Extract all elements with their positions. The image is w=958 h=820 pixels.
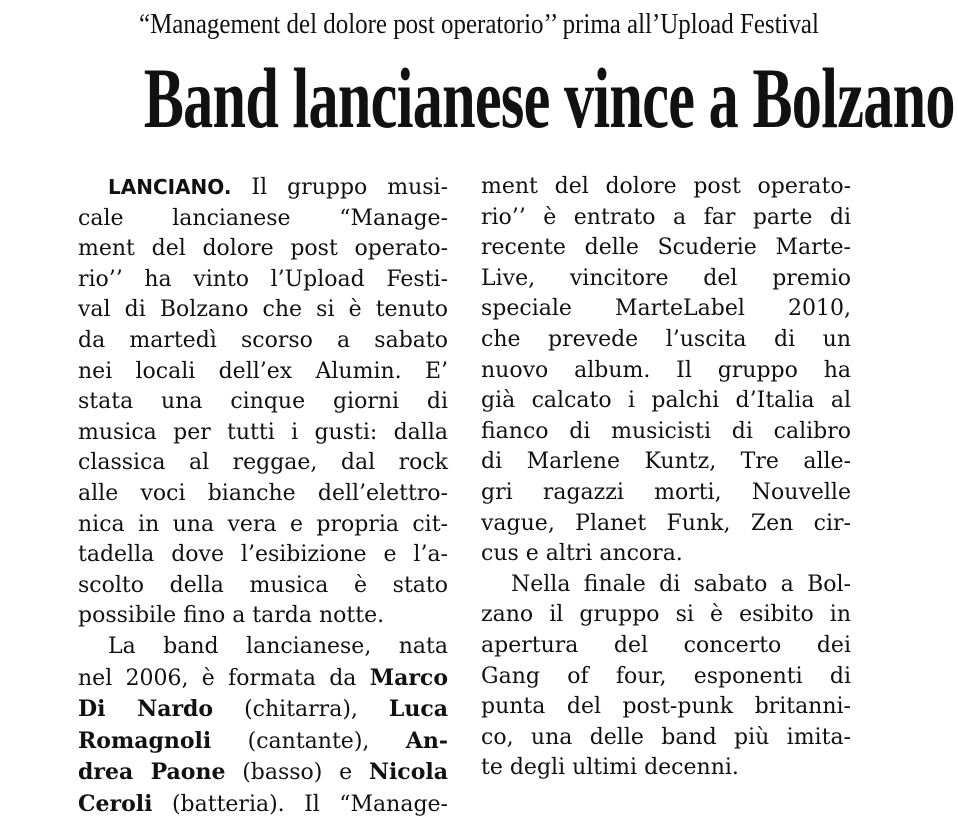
member-name: Nicola — [368, 759, 448, 786]
member-name: drea Paone — [78, 759, 226, 786]
text-line: possibile fino a tarda notte. — [78, 603, 385, 629]
text-line: rio’’ ha vinto l’Upload Festi- — [78, 266, 448, 292]
text-line: Gang of four, esponenti di — [481, 663, 851, 689]
text-line: cus e altri ancora. — [481, 541, 683, 567]
text-line — [78, 757, 448, 789]
member-name: Di Nardo — [78, 696, 214, 723]
text-line: nuovo album. Il gruppo ha — [481, 357, 851, 383]
member-name: Marco — [369, 664, 448, 691]
member-name: Luca — [388, 696, 449, 723]
text-fragment: nel 2006, è formata da — [78, 665, 370, 691]
text-line: di Marlene Kuntz, Tre alle- — [481, 449, 851, 475]
text-line: tadella dove l’esibizione e l’a- — [78, 542, 448, 568]
text-line: che prevede l’uscita di un — [481, 326, 851, 352]
text-fragment: (chitarra), — [213, 697, 389, 723]
text-line: ment del dolore post operato- — [78, 236, 448, 262]
text-line: nica in una vera e propria cit- — [78, 511, 448, 537]
dateline: LANCIANO. — [108, 175, 232, 199]
text-line — [78, 663, 448, 695]
text-line: gri ragazzi morti, Nouvelle — [481, 479, 851, 505]
headline: Band lancianese vince a Bolzano — [143, 50, 955, 146]
text-line: stata una cinque giorni di — [78, 389, 448, 415]
member-name: Ceroli — [78, 790, 153, 817]
article-column-1 — [78, 172, 448, 820]
text-line: punta del post-punk britanni- — [481, 694, 851, 720]
text-line — [78, 789, 448, 820]
text-line: scolto della musica è stato — [78, 572, 448, 598]
text-line: co, una delle band più imita- — [481, 724, 851, 750]
text-line: te degli ultimi decenni. — [481, 755, 739, 781]
text-line: zano il gruppo si è esibito in — [481, 602, 851, 628]
text-line: ment del dolore post operato- — [481, 174, 851, 199]
text-line: musica per tutti i gusti: dalla — [78, 419, 448, 445]
member-name: Romagnoli — [78, 727, 212, 754]
text-line: Live, vincitore del premio — [481, 265, 851, 291]
text-line: fianco di musicisti di calibro — [481, 418, 851, 444]
text-line: Nella finale di sabato a Bol- — [511, 571, 851, 597]
text-line — [78, 726, 448, 758]
text-line: alle voci bianche dell’elettro- — [78, 480, 448, 506]
text-line: classica al reggae, dal rock — [78, 450, 448, 476]
text-fragment: (batteria). Il “Manage- — [152, 791, 448, 817]
text-line: già calcato i palchi d’Italia al — [481, 388, 851, 414]
text-line — [78, 172, 448, 204]
text-line: vague, Planet Funk, Zen cir- — [481, 510, 851, 536]
text-line — [78, 694, 448, 726]
text-line: apertura del concerto dei — [481, 632, 851, 658]
text-line: nei locali dell’ex Alumin. E’ — [78, 358, 448, 384]
text-line: cale lancianese “Manage- — [78, 205, 448, 231]
text-fragment: (cantante), — [211, 728, 406, 754]
text-line: La band lancianese, nata — [108, 633, 448, 659]
kicker: “Management del dolore post operatorio’’ prima all’Upload Festival — [139, 8, 819, 40]
text-fragment: (basso) e — [225, 760, 369, 786]
text-line: speciale MarteLabel 2010, — [481, 296, 851, 322]
text-fragment: Il gruppo musi- — [251, 175, 449, 200]
article-column-2 — [481, 172, 851, 784]
text-line: da martedì scorso a sabato — [78, 327, 448, 353]
member-name: An- — [405, 727, 448, 754]
text-line: rio’’ è entrato a far parte di — [481, 204, 851, 230]
text-line: val di Bolzano che si è tenuto — [78, 297, 448, 323]
text-line: recente delle Scuderie Marte- — [481, 235, 851, 261]
